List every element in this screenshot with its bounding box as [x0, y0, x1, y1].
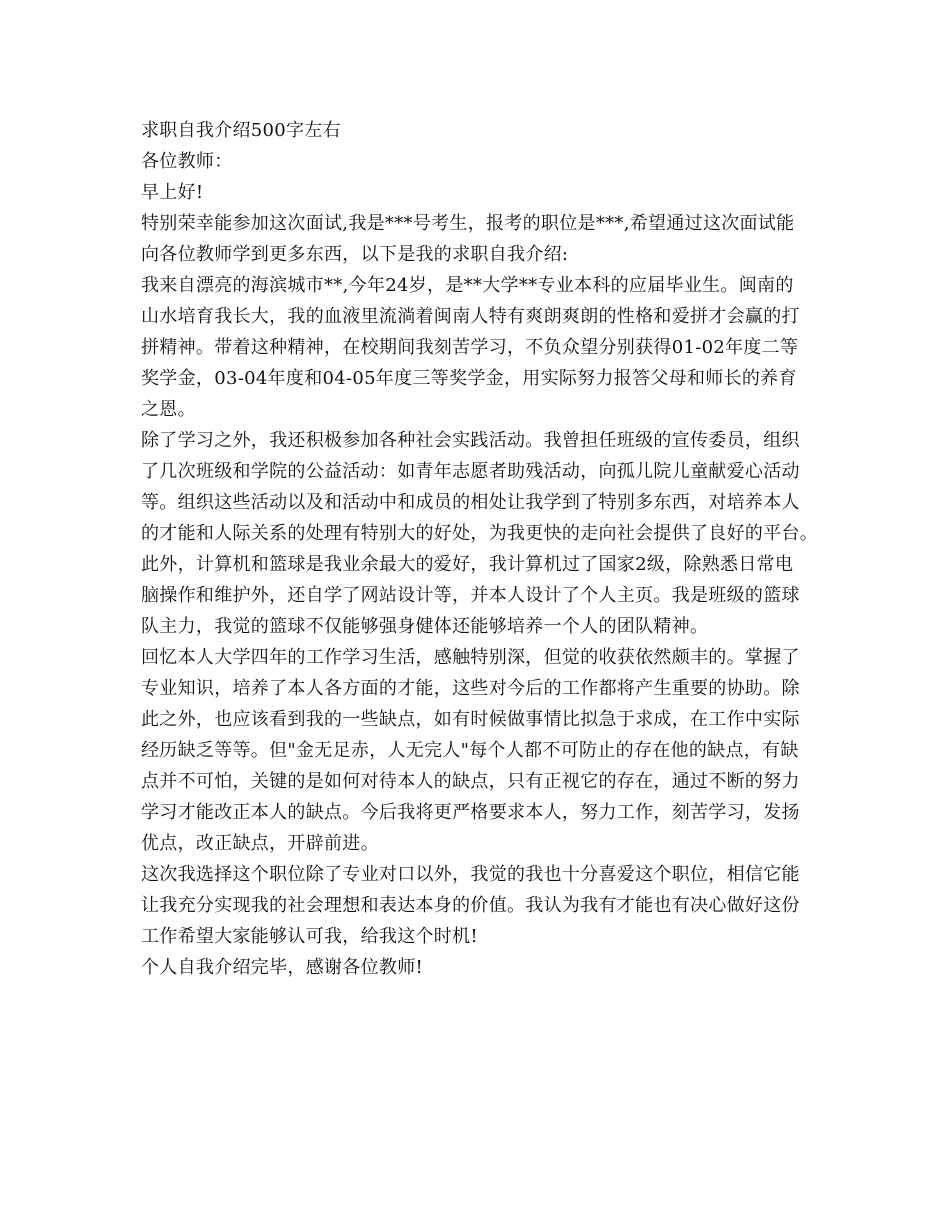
document-body — [141, 115, 819, 983]
text-line: 脑操作和维护外，还自学了网站设计等，并本人设计了个人主页。我是班级的篮球 — [141, 585, 800, 606]
text-line: 点并不可怕，关键的是如何对待本人的缺点，只有正视它的存在，通过不断的努力 — [141, 771, 800, 792]
text-line: 拼精神。带着这种精神，在校期间我刻苦学习，不负众望分别获得01-02年度二等 — [141, 337, 799, 358]
text-line: 奖学金，03-04年度和04-05年度三等奖学金，用实际努力报答父母和师长的养育 — [141, 368, 797, 389]
text-line: 的才能和人际关系的处理有特别大的好处，为我更快的走向社会提供了良好的平台。 — [141, 523, 819, 544]
text-line: 了几次班级和学院的公益活动：如青年志愿者助残活动，向孤儿院儿童献爱心活动 — [141, 461, 800, 482]
salutation: 各位教师： — [141, 151, 233, 172]
text-line: 队主力，我觉的篮球不仅能够强身健体还能够培养一个人的团队精神。 — [141, 616, 709, 637]
text-line: 此之外，也应该看到我的一些缺点，如有时候做事情比拟急于求成，在工作中实际 — [141, 709, 800, 730]
text-line: 学习才能改正本人的缺点。今后我将更严格要求本人，努力工作，刻苦学习，发扬 — [141, 802, 800, 823]
text-line: 优点，改正缺点，开辟前进。 — [141, 833, 379, 854]
text-line: 山水培育我长大，我的血液里流淌着闽南人特有爽朗爽朗的性格和爱拼才会赢的打 — [141, 306, 800, 327]
text-line: 让我充分实现我的社会理想和表达本身的价值。我认为我有才能也有决心做好这份 — [141, 895, 800, 916]
text-line: 回忆本人大学四年的工作学习生活，感触特别深，但觉的收获依然颇丰的。掌握了 — [141, 647, 800, 668]
text-line: 经历缺乏等等。但"金无足赤，人无完人"每个人都不可防止的存在他的缺点，有缺 — [141, 740, 799, 761]
text-line: 等。组织这些活动以及和活动中和成员的相处让我学到了特别多东西，对培养本人 — [141, 492, 800, 513]
text-line: 这次我选择这个职位除了专业对口以外，我觉的我也十分喜爱这个职位，相信它能 — [141, 864, 800, 885]
text-line: 除了学习之外，我还积极参加各种社会实践活动。我曾担任班级的宣传委员，组织 — [141, 430, 800, 451]
text-line: 此外，计算机和篮球是我业余最大的爱好，我计算机过了国家2级，除熟悉日常电 — [141, 554, 794, 575]
text-line: 专业知识，培养了本人各方面的才能，这些对今后的工作都将产生重要的协助。除 — [141, 678, 800, 699]
text-line: 之恩。 — [141, 399, 196, 420]
greeting: 早上好! — [141, 182, 204, 203]
text-line: 我来自漂亮的海滨城市**,今年24岁，是**大学**专业本科的应届毕业生。闽南的 — [141, 275, 794, 296]
text-line: 工作希望大家能够认可我，给我这个时机! — [141, 926, 478, 947]
text-line: 向各位教师学到更多东西，以下是我的求职自我介绍: — [141, 244, 569, 265]
closing-line: 个人自我介绍完毕，感谢各位教师! — [141, 957, 424, 978]
text-line: 特别荣幸能参加这次面试,我是***号考生，报考的职位是***,希望通过这次面试能 — [141, 213, 795, 234]
document-title: 求职自我介绍500字左右 — [141, 120, 341, 141]
